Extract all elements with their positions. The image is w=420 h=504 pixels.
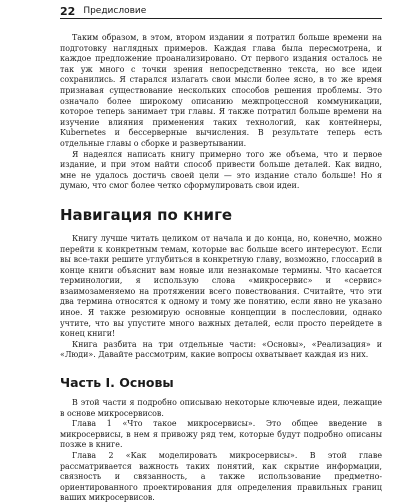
running-header <box>60 2 382 19</box>
navigation-paragraph: Книгу лучше читать целиком от начала и до конца, но, конечно, можно перейти к конкретным темам, которые вас больше всего интересуют. Если вы все-таки решите углубиться в конкретную главу, возможно, глоссарий в конце книги объяснит вам новые или незнакомые термины. Что касается терминологии, я использую слова «микросервис» и «сервис» взаимозаменяемо на протяжении всего повествования. Считайте, что эти два термина относятся к одному и тому же понятию, если явно не указано иное. Я также резюмирую основные концепции в послесловии, однако учтите, что вы упустите много важных деталей, если просто перейдете в конец книги! <box>60 233 382 339</box>
part-one-heading: Часть I. Основы <box>60 375 174 391</box>
section-heading-navigation: Навигация по книге <box>60 205 233 224</box>
intro-paragraph: Таким образом, в этом, втором издании я потратил больше времени на подготовку наглядных примеров. Каждая глава была пересмотрена, и каждое предложение проанализировано. От первого издания осталось не так уж много с точки зрения непосредственно текста, но все идеи сохранились. Я старался излагать свои мысли более ясно, в то же время признавая существование нескольких способов решения проблемы. Это означало более широкому описанию межпроцессной коммуникации, которое теперь занимает три главы. Я также потратил больше времени на изучение влияния применения таких технологий, как контейнеры, Kubernetes и бессерверные вычисления. В результате теперь есть отдельные главы о сборке и развертывании. <box>60 33 382 148</box>
navigation-paragraph: Книга разбита на три отдельные части: «Основы», «Реализация» и «Люди». Давайте рассмотрим, какие вопросы охватывает каждая из них. <box>60 339 382 360</box>
chapter-summary-paragraph: Глава 1 «Что такое микросервисы». Это общее введение в микросервисы, в нем я привожу ряд тем, которые будут подробно описаны позже в книге. <box>60 419 382 450</box>
running-title: Предисловие <box>83 6 147 16</box>
chapter-summary-paragraph: Глава 2 «Как моделировать микросервисы». В этой главе рассматривается важность таких понятий, как скрытие информации, связность и связанность, а также использование предметно-ориентированного проектирования для определения правильных границ ваших микросервисов. <box>60 451 382 503</box>
page-number: 22 <box>60 5 76 18</box>
page-content <box>60 33 382 504</box>
part-one-paragraph: В этой части я подробно описываю некоторые ключевые идеи, лежащие в основе микросервисов. <box>60 398 382 418</box>
intro-paragraph: Я надеялся написать книгу примерно того же объема, что и первое издание, и при этом найти способ привести больше деталей. Как видно, мне не удалось достичь своей цели — это издание стало больше! Но я думаю, что смог более четко сформулировать свои идеи. <box>60 149 382 191</box>
